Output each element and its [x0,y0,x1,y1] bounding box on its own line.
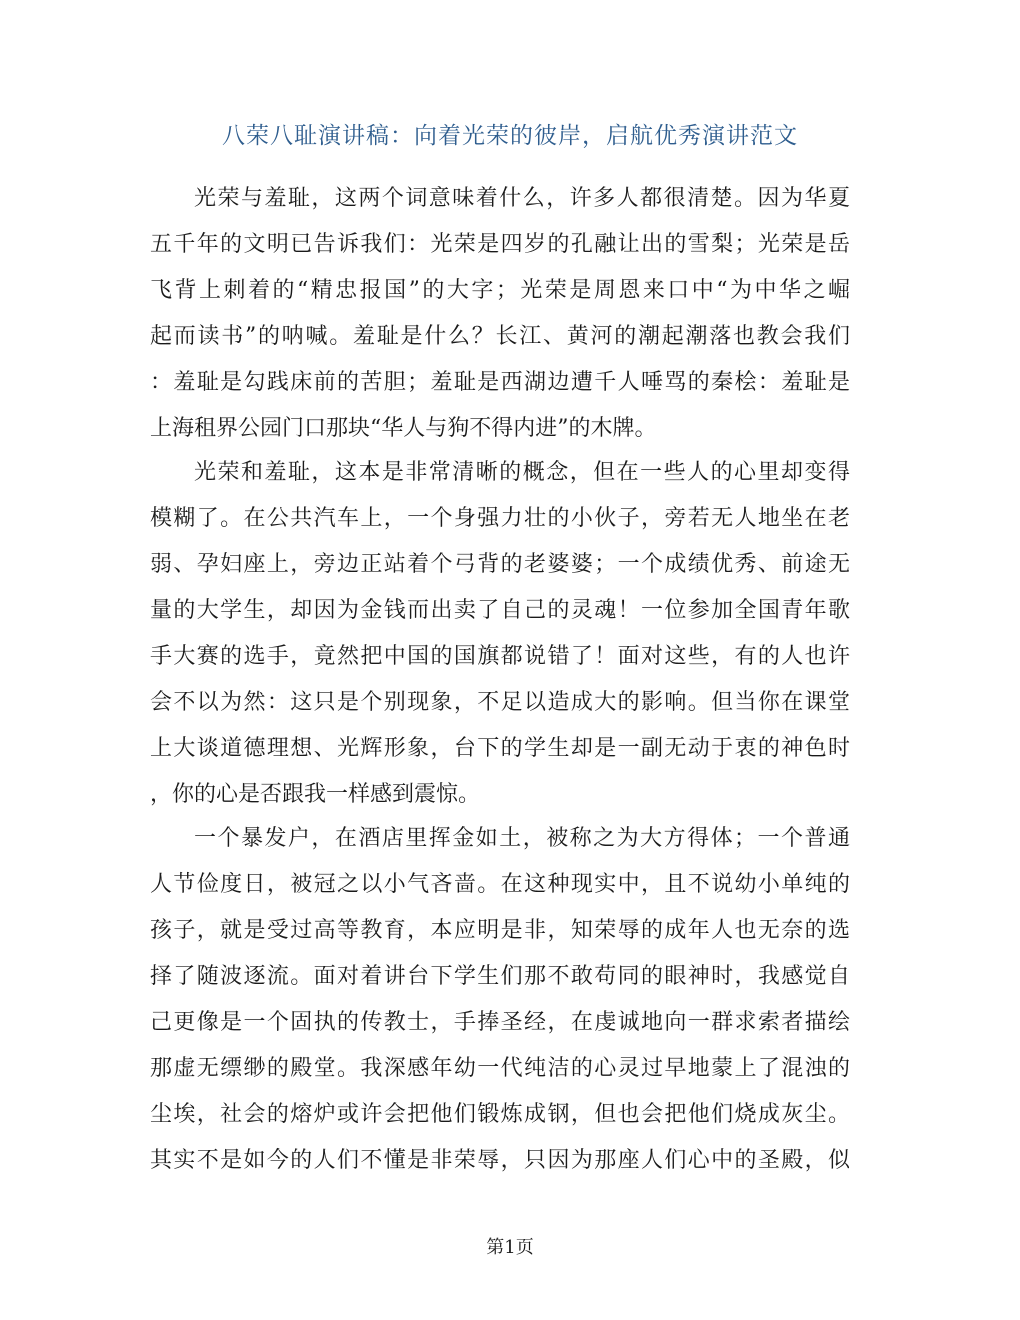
paragraph-1-line-1: 光荣与羞耻，这两个词意味着什么，许多人都很清楚。因为华夏 [194,186,850,211]
paragraph-2-line-8: ，你的心是否跟我一样感到震惊。 [150,782,481,807]
paragraph-3-line-7: 尘埃，社会的熔炉或许会把他们锻炼成钢，但也会把他们烧成灰尘。 [150,1102,850,1127]
paragraph-3-line-4: 择了随波逐流。面对着讲台下学生们那不敢苟同的眼神时，我感觉自 [150,964,850,989]
paragraph-3-line-2: 人节俭度日，被冠之以小气吝啬。在这种现实中，且不说幼小单纯的 [150,872,850,897]
paragraph-3-line-8: 其实不是如今的人们不懂是非荣辱，只因为那座人们心中的圣殿，似 [150,1148,850,1173]
paragraph-1-line-2: 五千年的文明已告诉我们：光荣是四岁的孔融让出的雪梨；光荣是岳 [150,232,850,257]
paragraph-1-line-6: 上海租界公园门口那块“华人与狗不得内进”的木牌。 [150,416,657,441]
paragraph-1-line-4: 起而读书”的呐喊。羞耻是什么？长江、黄河的潮起潮落也教会我们 [150,324,850,349]
paragraph-3-line-6: 那虚无缥缈的殿堂。我深感年幼一代纯洁的心灵过早地蒙上了混浊的 [150,1056,850,1081]
paragraph-2-line-3: 弱、孕妇座上，旁边正站着个弓背的老婆婆；一个成绩优秀、前途无 [150,552,850,577]
paragraph-3-line-3: 孩子，就是受过高等教育，本应明是非，知荣辱的成年人也无奈的选 [150,918,850,943]
paragraph-3-line-5: 己更像是一个固执的传教士，手捧圣经，在虔诚地向一群求索者描绘 [150,1010,850,1035]
page-number: 第1页 [486,1237,534,1258]
paragraph-1-line-3: 飞背上刺着的“精忠报国”的大字；光荣是周恩来口中“为中华之崛 [150,278,850,303]
paragraph-2-line-7: 上大谈道德理想、光辉形象，台下的学生却是一副无动于衷的神色时 [150,736,850,761]
paragraph-2-line-5: 手大赛的选手，竟然把中国的国旗都说错了！面对这些，有的人也许 [150,644,850,669]
paragraph-1-line-5: ：羞耻是勾践床前的苦胆；羞耻是西湖边遭千人唾骂的秦桧：羞耻是 [150,370,850,395]
paragraph-2-line-1: 光荣和羞耻，这本是非常清晰的概念，但在一些人的心里却变得 [194,460,850,485]
document-title: 八荣八耻演讲稿：向着光荣的彼岸，启航优秀演讲范文 [222,123,798,149]
paragraph-2-line-6: 会不以为然：这只是个别现象，不足以造成大的影响。但当你在课堂 [150,690,850,715]
paragraph-2-line-2: 模糊了。在公共汽车上，一个身强力壮的小伙子，旁若无人地坐在老 [150,506,850,531]
paragraph-2-line-4: 量的大学生，却因为金钱而出卖了自己的灵魂！一位参加全国青年歌 [150,598,850,623]
paragraph-3-line-1: 一个暴发户，在酒店里挥金如土，被称之为大方得体；一个普通 [194,826,850,851]
